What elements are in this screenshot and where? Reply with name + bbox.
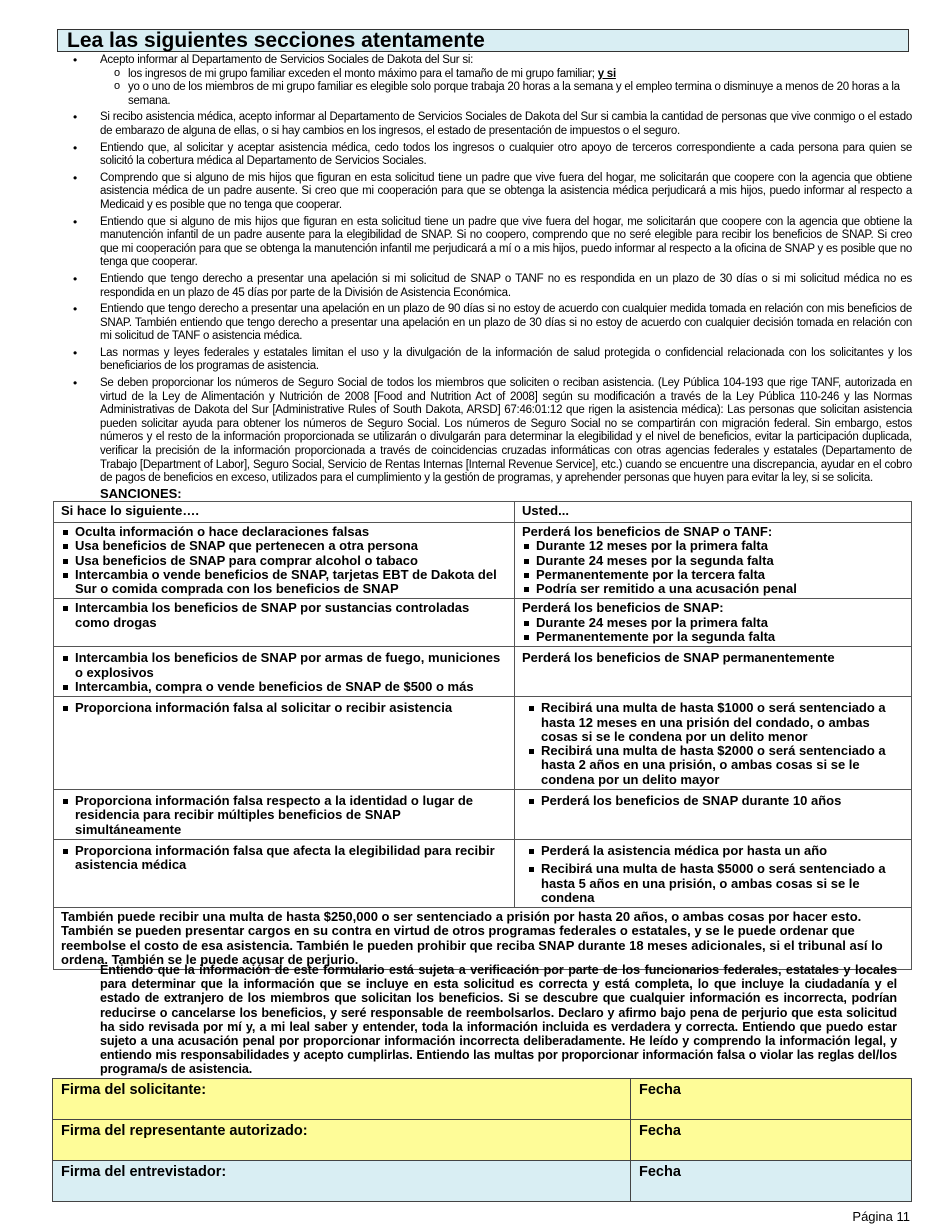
consequence-cell bbox=[515, 523, 912, 599]
additional-penalties-note: También puede recibir una multa de hasta $250,000 o ser sentenciado a prisión por hasta 20 años, o ambas cosas por hacer esto. También se pueden presentar cargos en su contra en virtud de otros programas federales o estatales, y se le puede ordenar que reembolse el costo de esa asistencia. También le pueden prohibir que reciba SNAP durante 18 meses adicionales, si el tribunal así lo ordena. También se le puede acusar de perjurio. bbox=[54, 908, 912, 970]
action-item: Intercambia, compra o vende beneficios de SNAP de $500 o más bbox=[61, 680, 507, 694]
table-row bbox=[54, 647, 912, 697]
representative-signature-field[interactable]: Firma del representante autorizado: bbox=[53, 1120, 631, 1161]
action-item: Intercambia los beneficios de SNAP por sustancias controladas como drogas bbox=[61, 601, 507, 630]
consequence-cell bbox=[515, 697, 912, 790]
consequence-list bbox=[522, 539, 904, 596]
column-header-actions: Si hace lo siguiente…. bbox=[54, 502, 515, 523]
consequence-heading: Perderá los beneficios de SNAP: bbox=[522, 600, 724, 616]
list-item bbox=[57, 54, 912, 108]
action-cell bbox=[54, 647, 515, 697]
sub-item: o yo o uno de los miembros de mi grupo familiar es elegible solo porque trabaja 20 horas a la semana y el empleo termina o disminuye a menos de 20 horas a la semana. bbox=[100, 81, 912, 108]
action-list bbox=[61, 794, 507, 837]
affirmation-statement: Entiendo que la información de este formulario está sujeta a verificación por parte de los funcionarios federales, estatales y locales para determinar que la información que se incluye en esta solicitud es correcta y está completa, lo que incluye la ciudadanía y el estado de extranjero de los miembros que solicitan los beneficios. Si se descubre que cualquier información es incorrecta, podrían reducirse o cancelarse los beneficios, y seré responsable de reembolsarlos. Declaro y afirmo bajo pena de perjurio que esta solicitud ha sido revisada por mí y, a mi leal saber y entender, toda la información incluida es verdadera y correcta. Entiendo que puedo estar sujeto a una acusación penal por proporcionar información incorrecta deliberadamente. He leído y comprendo la información legal, y entiendo mis responsabilidades y acepto cumplirlas. Entiendo las multas por proporcionar información falsa o violar las reglas del/los programa/s de asistencia. bbox=[100, 963, 897, 1077]
table-row bbox=[54, 697, 912, 790]
signature-row-applicant bbox=[53, 1079, 912, 1120]
consequence-item: Permanentemente por la segunda falta bbox=[522, 630, 904, 644]
consequence-cell bbox=[515, 599, 912, 647]
table-row bbox=[54, 908, 912, 970]
action-cell bbox=[54, 697, 515, 790]
action-list bbox=[61, 601, 507, 630]
action-cell bbox=[54, 790, 515, 840]
table-row bbox=[54, 790, 912, 840]
action-list bbox=[61, 844, 507, 873]
signature-row-representative bbox=[53, 1120, 912, 1161]
representative-date-field[interactable]: Fecha bbox=[631, 1120, 912, 1161]
table-row bbox=[54, 523, 912, 599]
table-header-row bbox=[54, 502, 912, 523]
intro-sublist bbox=[100, 68, 912, 109]
action-item: Proporciona información falsa que afecta la elegibilidad para recibir asistencia médica bbox=[61, 844, 507, 873]
consequence-item: Recibirá una multa de hasta $5000 o será sentenciado a hasta 5 años en una prisión, o ambas cosas si se le condena bbox=[527, 862, 904, 905]
consequence-item: Durante 24 meses por la segunda falta bbox=[522, 554, 904, 568]
sub-item-text: los ingresos de mi grupo familiar exceden el monto máximo para el tamaño de mi grupo familiar; bbox=[128, 67, 595, 80]
action-item: Proporciona información falsa al solicitar o recibir asistencia bbox=[61, 701, 507, 715]
list-item: • Comprendo que si alguno de mis hijos que figuran en esta solicitud tiene un padre que vive fuera del hogar, me solicitarán que coopere con la agencia que obtiene asistencia médica de un padre ausente. Si creo que mi cooperación para que se obtenga la asistencia médica perjudicará a mis hijos, puedo informar al respecto a Medicaid y es posible que no tenga que cooperar. bbox=[57, 172, 912, 213]
section-title: Lea las siguientes secciones atentamente bbox=[57, 29, 909, 52]
interviewer-date-field[interactable]: Fecha bbox=[631, 1161, 912, 1202]
action-cell bbox=[54, 839, 515, 907]
list-item: • Se deben proporcionar los números de Seguro Social de todos los miembros que soliciten o reciban asistencia. (Ley Pública 104-193 que rige TANF, autorizada en virtud de la Ley de Alimentación y Nutrición de 2008 [Food and Nutrition Act of 2008] según su modificación a través de la Ley Pública 110-246 y las Normas Administrativas de Dakota del Sur [Administrative Rules of South Dakota, ARSD] 67:46:01:12 que rigen la asistencia médica): Las personas que solicitan asistencia pueden solicitar ayuda para obtener los números de Seguro Social. Los números de Seguro Social no se compartirán con migración federal. Sin embargo, estos números y el resto de la información proporcionada se utilizarán o divulgarán para determinar la elegibilidad y el nivel de beneficios, evitar la participación duplicada, verificar la precisión de la información proporcionada a través de coincidencias cruzadas informáticas con otras agencias federales y estatales (Departamento de Trabajo [Department of Labor], Seguro Social, Servicio de Rentas Internas [Internal Revenue Service], etc.) cuando se encuentre una discrepancia, ayudar en el cobro de pagos de beneficios en exceso, utilizados para el cumplimiento y la gestión de programas, y aprehender personas que huyen para evitar la ley, si se solicita. bbox=[57, 377, 912, 486]
terms-list bbox=[57, 54, 912, 489]
consequence-item: Podría ser remitido a una acusación penal bbox=[522, 582, 904, 596]
consequence-list bbox=[527, 794, 904, 808]
table-row bbox=[54, 839, 912, 907]
interviewer-signature-field[interactable]: Firma del entrevistador: bbox=[53, 1161, 631, 1202]
consequence-item: Recibirá una multa de hasta $1000 o será sentenciado a hasta 12 meses en una prisión del condado, o ambas cosas si se le condena por un delito menor bbox=[527, 701, 904, 744]
consequence-list bbox=[527, 701, 904, 787]
action-item: Intercambia los beneficios de SNAP por armas de fuego, municiones o explosivos bbox=[61, 651, 507, 680]
applicant-signature-field[interactable]: Firma del solicitante: bbox=[53, 1079, 631, 1120]
sub-item-emphasis: y si bbox=[597, 67, 616, 80]
list-item: • Entiendo que tengo derecho a presentar una apelación en un plazo de 90 días si no estoy de acuerdo con cualquier medida tomada en relación con mis beneficios de SNAP. También entiendo que tengo derecho a presentar una apelación en un plazo de 30 días si no estoy de acuerdo con cualquier decisión tomada en relación con mi solicitud de TANF o asistencia médica. bbox=[57, 303, 912, 344]
applicant-date-field[interactable]: Fecha bbox=[631, 1079, 912, 1120]
list-item: • Si recibo asistencia médica, acepto informar al Departamento de Servicios Sociales de Dakota del Sur si cambia la cantidad de personas que vive conmigo o el estado de embarazo de alguna de ellas, o si hay cambios en los ingresos, el estado de presentación de impuestos o el seguro. bbox=[57, 111, 912, 138]
consequence-item: Recibirá una multa de hasta $2000 o será sentenciado a hasta 2 años en una prisión, o ambas cosas si se le condena por un delito mayor bbox=[527, 744, 904, 787]
list-item: • Entiendo que si alguno de mis hijos que figuran en esta solicitud tiene un padre que vive fuera del hogar, me solicitarán que coopere con la agencia que obtiene la manutención infantil de un padre ausente para la elegibilidad de SNAP. Si no coopero, comprendo que no seré elegible para recibir los beneficios de SNAP. Si creo que mi cooperación para que se obtenga la manutención infantil me perjudicará a mí o a mis hijos, puedo informar al respecto a la oficina de SNAP y es posible que no tenga que cooperar. bbox=[57, 216, 912, 270]
consequence-item: Durante 24 meses por la primera falta bbox=[522, 616, 904, 630]
consequence-heading: Perderá los beneficios de SNAP permanentemente bbox=[522, 650, 835, 666]
consequence-cell bbox=[515, 647, 912, 697]
list-item: • Las normas y leyes federales y estatales limitan el uso y la divulgación de la información de salud protegida o confidencial relacionada con los solicitantes y los beneficiarios de los programas de asistencia. bbox=[57, 347, 912, 374]
consequence-list bbox=[527, 844, 904, 905]
sub-item bbox=[100, 68, 912, 82]
consequence-heading: Perderá los beneficios de SNAP o TANF: bbox=[522, 524, 773, 539]
action-item: Usa beneficios de SNAP para comprar alcohol o tabaco bbox=[61, 554, 507, 568]
consequence-item: Perderá los beneficios de SNAP durante 10 años bbox=[527, 794, 904, 808]
action-cell bbox=[54, 523, 515, 599]
sanctions-table bbox=[53, 501, 912, 970]
consequence-cell bbox=[515, 839, 912, 907]
signature-table bbox=[52, 1078, 912, 1202]
table-row bbox=[54, 599, 912, 647]
list-item: • Entiendo que, al solicitar y aceptar asistencia médica, cedo todos los ingresos o cualquier otro apoyo de terceros correspondiente a cada persona para quien se solicitó la cobertura médica al Departamento de Servicios Sociales. bbox=[57, 142, 912, 169]
action-item: Oculta información o hace declaraciones falsas bbox=[61, 525, 507, 539]
action-cell bbox=[54, 599, 515, 647]
action-item: Intercambia o vende beneficios de SNAP, tarjetas EBT de Dakota del Sur o comida comprada con los beneficios de SNAP bbox=[61, 568, 507, 597]
page-number: Página 11 bbox=[852, 1209, 910, 1224]
consequence-list bbox=[522, 616, 904, 645]
action-list bbox=[61, 525, 507, 596]
consequence-item: Permanentemente por la tercera falta bbox=[522, 568, 904, 582]
action-list bbox=[61, 701, 507, 715]
consequence-cell bbox=[515, 790, 912, 840]
sanctions-heading: SANCIONES: bbox=[100, 486, 182, 501]
action-item: Proporciona información falsa respecto a la identidad o lugar de residencia para recibir múltiples beneficios de SNAP simultáneamente bbox=[61, 794, 507, 837]
column-header-consequences: Usted... bbox=[515, 502, 912, 523]
list-item: • Entiendo que tengo derecho a presentar una apelación si mi solicitud de SNAP o TANF no es respondida en un plazo de 30 días o si mi solicitud médica no es respondida en un plazo de 45 días por parte de la División de Asistencia Económica. bbox=[57, 273, 912, 300]
consequence-item: Perderá la asistencia médica por hasta un año bbox=[527, 844, 904, 858]
consequence-item: Durante 12 meses por la primera falta bbox=[522, 539, 904, 553]
intro-lead: Acepto informar al Departamento de Servicios Sociales de Dakota del Sur si: bbox=[100, 54, 474, 66]
action-item: Usa beneficios de SNAP que pertenecen a otra persona bbox=[61, 539, 507, 553]
action-list bbox=[61, 651, 507, 694]
signature-row-interviewer bbox=[53, 1161, 912, 1202]
